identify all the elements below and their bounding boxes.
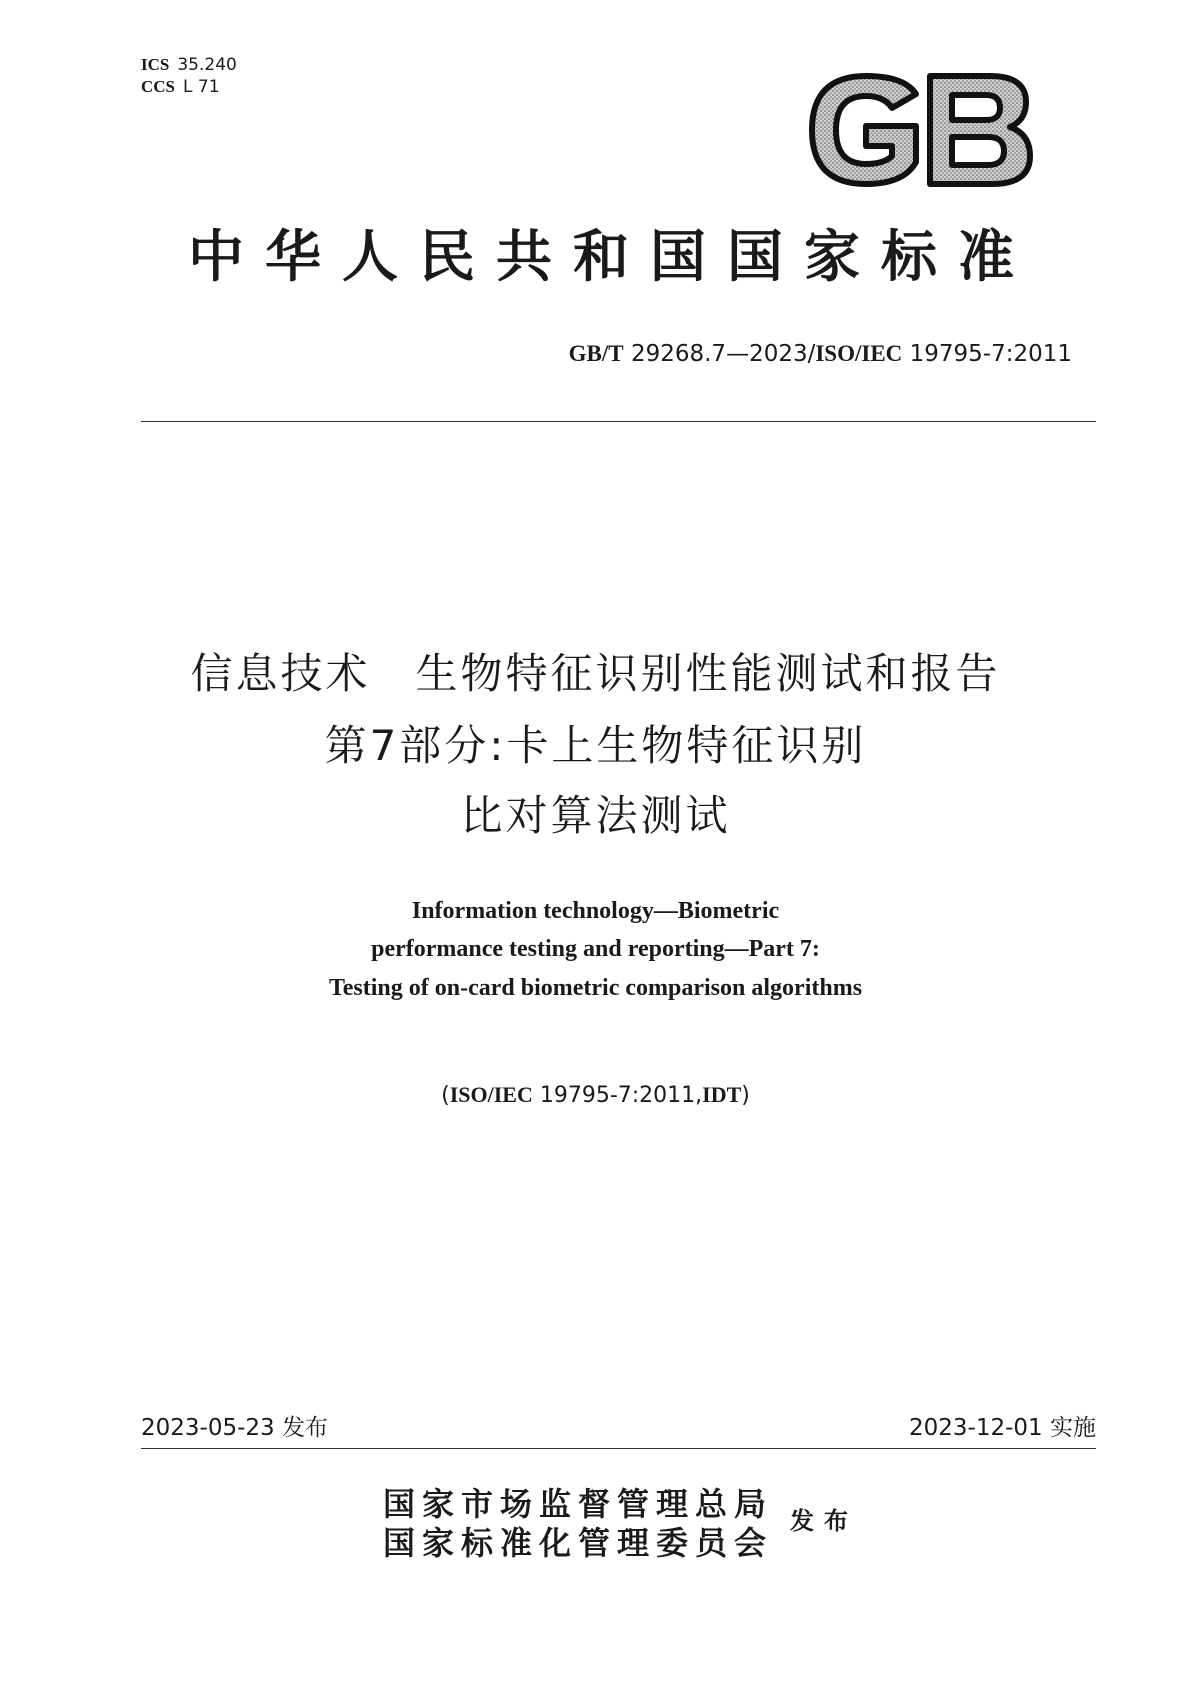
standard-number: GB/T 29268.7—2023/ISO/IEC 19795-7:2011 xyxy=(568,341,1072,367)
implementation-date: 2023-12-01 实施 xyxy=(909,1415,1096,1441)
title-en-line2: performance testing and reporting—Part 7: xyxy=(371,936,820,962)
title-en-line1: Information technology—Biometric xyxy=(411,898,780,924)
publisher-issue-word: 发布 xyxy=(790,1506,858,1535)
top-divider xyxy=(141,421,1096,422)
publisher-line2: 国家标准化管理委员会 xyxy=(383,1524,774,1562)
title-zh-line1: 信息技术 生物特征识别性能测试和报告 xyxy=(190,649,1001,698)
title-zh-line3: 比对算法测试 xyxy=(460,791,731,840)
equivalence-note: (ISO/IEC 19795-7:2011,IDT) xyxy=(441,1082,750,1108)
classification-codes xyxy=(141,54,237,98)
bottom-divider xyxy=(141,1448,1096,1449)
ics-code: ICS 35.240 xyxy=(141,55,237,75)
publisher-line1: 国家市场监督管理总局 xyxy=(383,1485,774,1523)
national-standard-heading: 中华人民共和国国家标准 xyxy=(188,224,1035,290)
ccs-code: CCS L 71 xyxy=(141,77,220,97)
gb-logo-graphic xyxy=(804,70,1036,190)
issue-date: 2023-05-23 发布 xyxy=(141,1415,328,1441)
title-zh-line2: 第7部分:卡上生物特征识别 xyxy=(324,721,867,770)
gb-logo xyxy=(804,70,1036,190)
title-en-line3: Testing of on-card biometric comparison algorithms xyxy=(328,975,863,1001)
